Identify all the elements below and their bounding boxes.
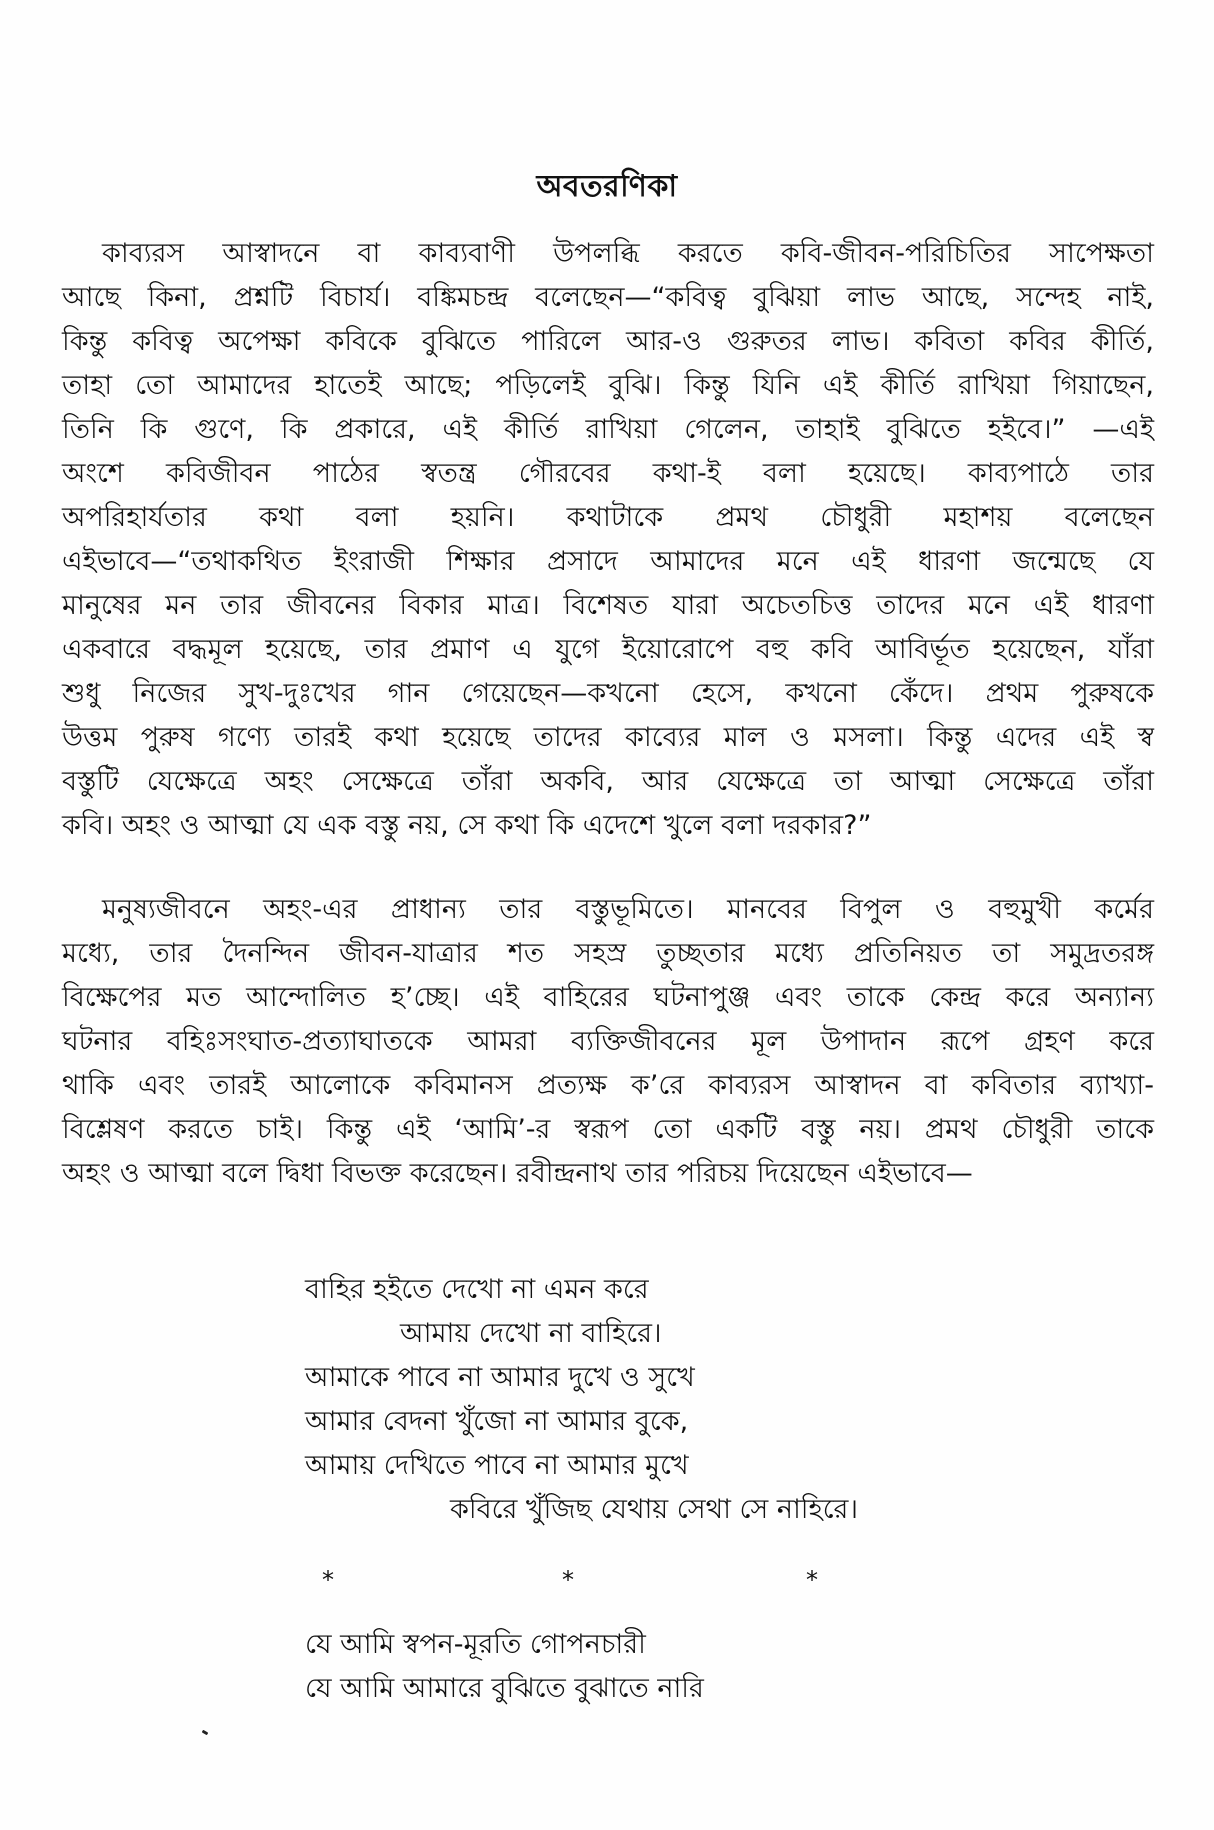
text-line: ঘটনার বহিঃসংঘাত-প্রত্যাঘাতকে আমরা ব্যক্তিজীবনের মূল উপাদান রূপে গ্রহণ করে	[62, 1026, 1154, 1057]
text-line: অপরিহার্যতার কথা বলা হয়নি। কথাটাকে প্রমথ চৌধুরী মহাশয় বলেছেন	[62, 502, 1154, 533]
paragraph-1	[62, 232, 1154, 848]
text-line: তিনি কি গুণে, কি প্রকারে, এই কীর্তি রাখিয়া গেলেন, তাহাই বুঝিতে হইবে।” —এই	[62, 414, 1154, 445]
text-line: অংশে কবিজীবন পাঠের স্বতন্ত্র গৌরবের কথা-ই বলা হয়েছে। কাব্যপাঠে তার	[62, 458, 1154, 489]
text-line: বিক্ষেপের মত আন্দোলিত হ’চ্ছে। এই বাহিরের ঘটনাপুঞ্জ এবং তাকে কেন্দ্র করে অন্যান্য	[62, 982, 1154, 1013]
poem-line: আমাকে পাবে না আমার দুখে ও সুখে	[305, 1362, 695, 1393]
poem-line: আমার বেদনা খুঁজো না আমার বুকে,	[305, 1406, 689, 1437]
text-line: এইভাবে—“তথাকথিত ইংরাজী শিক্ষার প্রসাদে আমাদের মনে এই ধারণা জন্মেছে যে	[62, 546, 1154, 577]
text-line: শুধু নিজের সুখ-দুঃখের গান গেয়েছেন—কখনো হেসে, কখনো কেঁদে। প্রথম পুরুষকে	[62, 678, 1154, 709]
poem-stanza-1	[305, 1268, 858, 1532]
text-line: মধ্যে, তার দৈনন্দিন জীবন-যাত্রার শত সহস্র তুচ্ছতার মধ্যে প্রতিনিয়ত তা সমুদ্রতরঙ্গ	[62, 938, 1154, 969]
poem-line: যে আমি আমারে বুঝিতে বুঝাতে নারি	[305, 1673, 704, 1704]
text-line: উত্তম পুরুষ গণ্যে তারই কথা হয়েছে তাদের কাব্যের মাল ও মসলা। কিন্তু এদের এই স্ব	[62, 722, 1154, 753]
scan-speck	[202, 1730, 209, 1736]
text-line: মানুষের মন তার জীবনের বিকার মাত্র। বিশেষত যারা অচেতচিত্ত তাদের মনে এই ধারণা	[62, 590, 1154, 621]
text-line: মনুষ্যজীবনে অহং-এর প্রাধান্য তার বস্তুভূমিতে। মানবের বিপুল ও বহুমুখী কর্মের	[102, 894, 1154, 925]
asterisk: *	[562, 1566, 574, 1594]
text-line: বিশ্লেষণ করতে চাই। কিন্তু এই ‘আমি’-র স্বরূপ তো একটি বস্তু নয়। প্রমথ চৌধুরী তাকে	[62, 1114, 1154, 1145]
asterisk: *	[322, 1566, 334, 1594]
asterisk: *	[806, 1566, 818, 1594]
text-line: কবি। অহং ও আত্মা যে এক বস্তু নয়, সে কথা কি এদেশে খুলে বলা দরকার?”	[62, 810, 872, 841]
text-line: আছে কিনা, প্রশ্নটি বিচার্য। বঙ্কিমচন্দ্র বলেছেন—“কবিত্ব বুঝিয়া লাভ আছে, সন্দেহ নাই,	[62, 282, 1154, 313]
poem-line: আমায় দেখো না বাহিরে।	[400, 1318, 662, 1349]
poem-line: যে আমি স্বপন-মূরতি গোপনচারী	[305, 1629, 646, 1660]
text-line: একবারে বদ্ধমূল হয়েছে, তার প্রমাণ এ যুগে ইয়োরোপে বহু কবি আবির্ভূত হয়েছেন, যাঁরা	[62, 634, 1154, 665]
text-line: বস্তুটি যেক্ষেত্রে অহং সেক্ষেত্রে তাঁরা অকবি, আর যেক্ষেত্রে তা আত্মা সেক্ষেত্রে তাঁরা	[62, 766, 1154, 797]
poem-stanza-2	[305, 1623, 704, 1711]
section-separator	[0, 1566, 1214, 1596]
text-line: কিন্তু কবিত্ব অপেক্ষা কবিকে বুঝিতে পারিলে আর-ও গুরুতর লাভ। কবিতা কবির কীর্তি,	[62, 326, 1154, 357]
page-title: অবতরণিকা	[536, 169, 678, 204]
text-line: থাকি এবং তারই আলোকে কবিমানস প্রত্যক্ষ ক’রে কাব্যরস আস্বাদন বা কবিতার ব্যাখ্যা-	[62, 1070, 1154, 1101]
paragraph-2	[62, 888, 1154, 1196]
poem-line: বাহির হইতে দেখো না এমন করে	[305, 1274, 649, 1305]
text-line: তাহা তো আমাদের হাতেই আছে; পড়িলেই বুঝি। কিন্তু যিনি এই কীর্তি রাখিয়া গিয়াছেন,	[62, 370, 1154, 401]
text-line: কাব্যরস আস্বাদনে বা কাব্যবাণী উপলব্ধি করতে কবি-জীবন-পরিচিতির সাপেক্ষতা	[102, 238, 1154, 269]
text-line: অহং ও আত্মা বলে দ্বিধা বিভক্ত করেছেন। রবীন্দ্রনাথ তার পরিচয় দিয়েছেন এইভাবে—	[62, 1158, 973, 1189]
poem-line: কবিরে খুঁজিছ যেথায় সেথা সে নাহিরে।	[450, 1494, 859, 1525]
poem-line: আমায় দেখিতে পাবে না আমার মুখে	[305, 1450, 689, 1481]
